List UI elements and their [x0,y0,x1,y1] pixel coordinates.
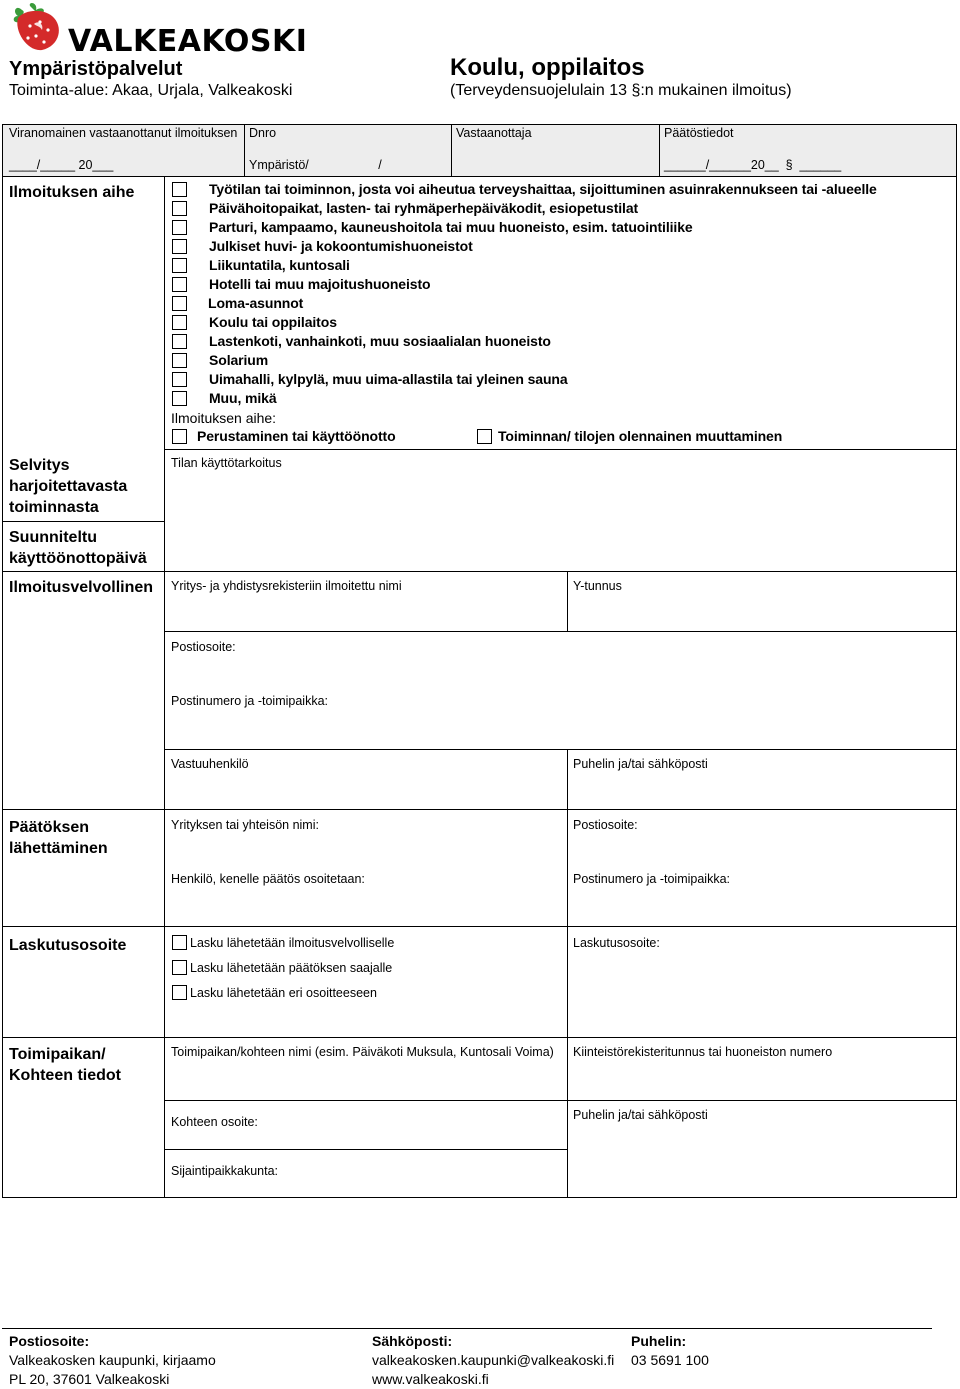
subject-checkbox[interactable] [172,201,187,216]
footer-email-heading: Sähköposti: [372,1333,453,1349]
usage-label: Tilan käyttötarkoitus [171,456,282,470]
subject-option-label: Julkiset huvi- ja kokoontumishuoneistot [209,238,473,254]
notifier-phone-label: Puhelin ja/tai sähköposti [573,757,708,771]
recipient-label: Vastaanottaja [456,126,532,140]
subject-option-label: Liikuntatila, kuntosali [209,257,350,273]
decision-postal-label: Postinumero ja -toimipaikka: [573,872,731,886]
subject-option-label: Loma-asunnot [208,295,304,311]
org-area: Toiminta-alue: Akaa, Urjala, Valkeakoski [9,82,293,99]
subject-option-label: Solarium [209,352,269,368]
decision-person-label: Henkilö, kenelle päätös osoitetaan: [171,872,365,886]
billing-section-label: Laskutusosoite [9,937,127,954]
notifier-postal-label: Postinumero ja -toimipaikka: [171,694,329,708]
type-option-establish: Perustaminen tai käyttöönotto [197,428,396,444]
property-id-label: Kiinteistörekisteritunnus tai huoneiston numero [573,1045,833,1059]
billing-option-label: Lasku lähetetään päätöksen saajalle [190,961,393,975]
site-address-label: Kohteen osoite: [171,1115,258,1129]
footer-postal-line2: PL 20, 37601 Valkeakoski [9,1371,170,1387]
form-title: Koulu, oppilaitos [450,54,645,81]
activity-section-label: Selvitys harjoitettavasta toiminnasta [9,457,128,516]
billing-option-label: Lasku lähetetään ilmoitusvelvolliselle [190,936,395,950]
subject-option-label: Työtilan tai toiminnon, josta voi aiheutua terveyshaittaa, sijoittuminen asuinrakennukseen tai -alueelle [209,181,877,197]
dnro-value: Ympäristö/ / [249,158,382,172]
billing-checkbox[interactable] [172,985,187,1000]
type-checkbox-establish[interactable] [172,429,187,444]
subject-checkbox[interactable] [172,182,187,197]
billing-checkbox[interactable] [172,960,187,975]
decision-value: ______/______20__ § ______ [664,158,842,172]
site-section-label: Toimipaikan/ Kohteen tiedot [9,1046,121,1084]
dnro-label: Dnro [249,126,277,140]
subject-option-label: Hotelli tai muu majoitushuoneisto [209,276,431,292]
decision-label: Päätöstiedot [664,126,734,140]
subject-checkbox[interactable] [172,353,187,368]
subject-checkbox[interactable] [172,334,187,349]
notifier-name-label: Yritys- ja yhdistysrekisteriin ilmoitettu nimi [171,579,402,593]
billing-address-label: Laskutusosoite: [573,936,660,950]
billing-option-label: Lasku lähetetään eri osoitteeseen [190,986,377,1000]
footer-email-link[interactable]: valkeakosken.kaupunki@valkeakoski.fi [372,1352,615,1368]
subject-checkbox[interactable] [172,315,187,330]
footer-phone-number: 03 5691 100 [631,1352,709,1368]
subject-option-label: Päivähoitopaikat, lasten- tai ryhmäperhepäiväkodit, esiopetustilat [209,200,639,216]
subject-section-label: Ilmoituksen aihe [9,184,135,201]
subject-checkbox[interactable] [172,258,187,273]
received-date: ____/_____ 20___ [9,158,114,172]
site-phone-label: Puhelin ja/tai sähköposti [573,1108,708,1122]
logo-wordmark: VALKEAKOSKI [68,24,308,59]
aihe-label: Ilmoituksen aihe: [171,410,277,426]
subject-checkbox[interactable] [172,239,187,254]
footer-rule [2,1328,932,1329]
notifier-address-label: Postiosoite: [171,640,236,654]
startdate-section-label: Suunniteltu käyttöönottopäivä [9,529,147,567]
site-name-label: Toimipaikan/kohteen nimi (esim. Päiväkoti Muksula, Kuntosali Voima) [171,1045,554,1059]
strawberry-logo-icon [8,2,66,54]
decision-section-label: Päätöksen lähettäminen [9,819,108,857]
subject-checkbox[interactable] [172,220,187,235]
subject-option-label: Koulu tai oppilaitos [209,314,337,330]
subject-option-label: Parturi, kampaamo, kauneushoitola tai muu huoneisto, esim. tatuointiliike [209,219,693,235]
subject-option-label: Muu, mikä [209,390,277,406]
subject-checkbox[interactable] [172,391,187,406]
subject-checkbox[interactable] [172,277,187,292]
type-option-change: Toiminnan/ tilojen olennainen muuttaminen [498,428,783,444]
ytunnus-label: Y-tunnus [573,579,622,593]
subject-checkbox[interactable] [172,296,187,311]
decision-address-label: Postiosoite: [573,818,638,832]
footer-postal-line1: Valkeakosken kaupunki, kirjaamo [9,1352,216,1368]
contact-person-label: Vastuuhenkilö [171,757,249,771]
org-title: Ympäristöpalvelut [9,58,183,80]
form-subtitle: (Terveydensuojelulain 13 §:n mukainen ilmoitus) [450,82,792,99]
type-checkbox-change[interactable] [477,429,492,444]
footer-phone-heading: Puhelin: [631,1333,687,1349]
subject-option-label: Uimahalli, kylpylä, muu uima-allastila tai yleinen sauna [209,371,568,387]
subject-checkbox[interactable] [172,372,187,387]
subject-option-label: Lastenkoti, vanhainkoti, muu sosiaalialan huoneisto [209,333,551,349]
company-name-label: Yrityksen tai yhteisön nimi: [171,818,319,832]
footer-postal-heading: Postiosoite: [9,1333,90,1349]
billing-checkbox[interactable] [172,935,187,950]
notifier-section-label: Ilmoitusvelvollinen [9,579,154,596]
municipality-label: Sijaintipaikkakunta: [171,1164,279,1178]
received-label: Viranomainen vastaanottanut ilmoituksen [9,126,238,140]
footer-website-link[interactable]: www.valkeakoski.fi [372,1371,489,1387]
